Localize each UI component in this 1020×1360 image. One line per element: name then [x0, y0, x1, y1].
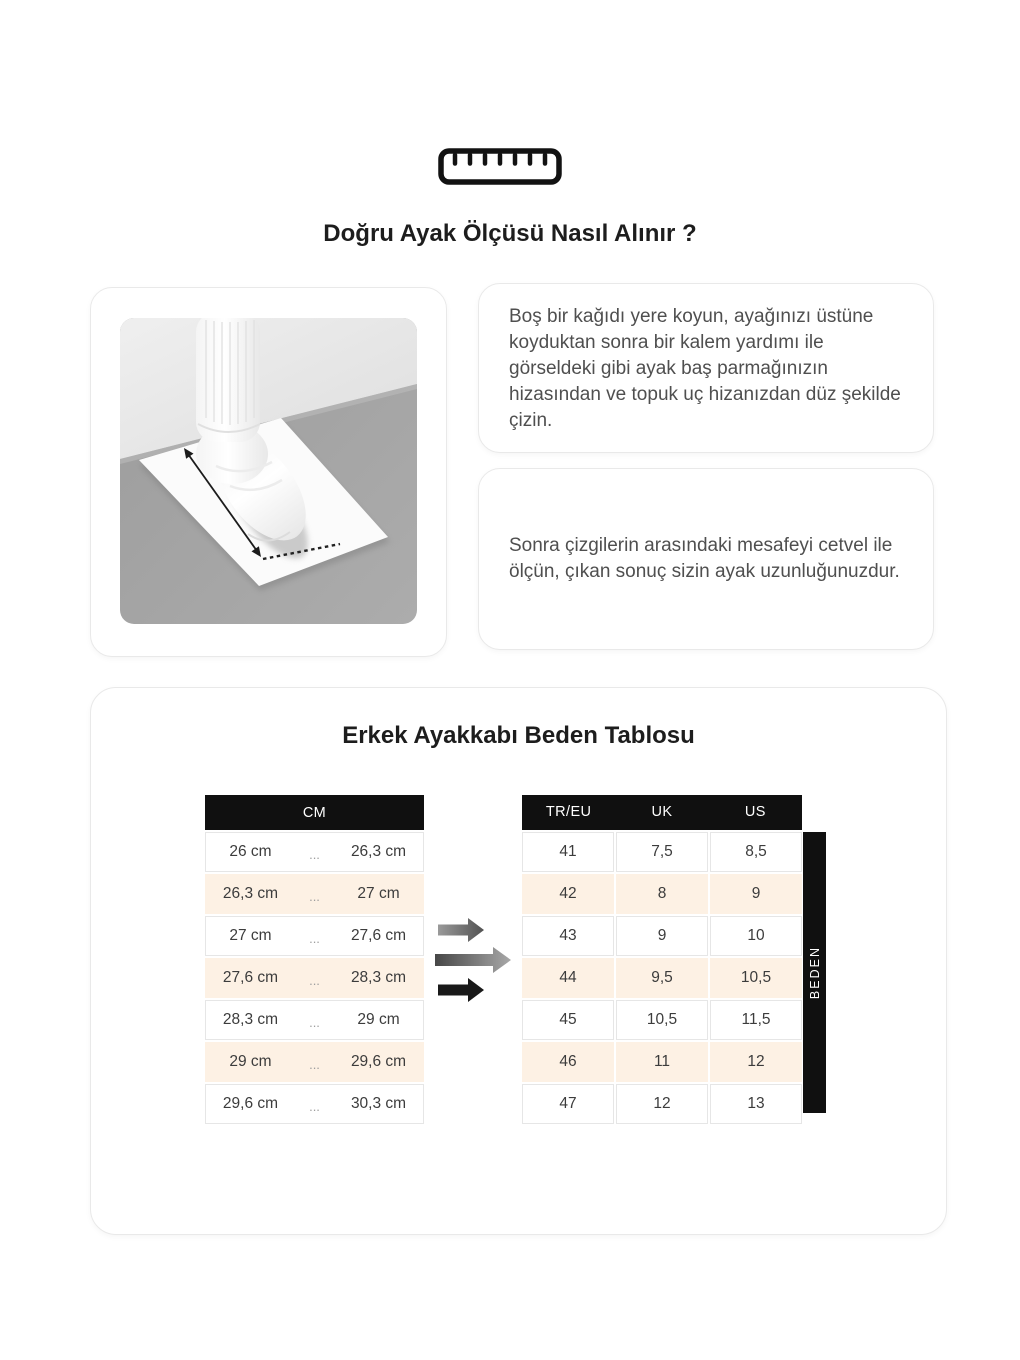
transfer-arrows-icon — [431, 913, 516, 1008]
cm-range-row — [205, 874, 424, 914]
uk-value: 11 — [616, 1042, 708, 1082]
us-value: 10,5 — [710, 958, 802, 998]
us-value: 9 — [710, 874, 802, 914]
cm-to-value: 28,3 cm — [350, 969, 407, 986]
range-dots: ... — [309, 847, 320, 862]
size-row — [522, 832, 802, 872]
cm-to-value: 26,3 cm — [350, 843, 407, 860]
cm-from-value: 26 cm — [229, 843, 272, 860]
cm-to-value: 27,6 cm — [350, 927, 407, 944]
size-row — [522, 1000, 802, 1040]
us-value: 11,5 — [710, 1000, 802, 1040]
us-value: 10 — [710, 916, 802, 956]
tr-eu-value: 43 — [522, 916, 614, 956]
range-dots: ... — [309, 973, 320, 988]
size-chart-title: Erkek Ayakkabı Beden Tablosu — [342, 722, 695, 749]
cm-to-value: 27 cm — [357, 885, 400, 902]
uk-value: 9,5 — [616, 958, 708, 998]
size-row — [522, 1084, 802, 1124]
us-value: 13 — [710, 1084, 802, 1124]
cm-from-value: 29 cm — [229, 1053, 272, 1070]
size-row — [522, 1042, 802, 1082]
size-row — [522, 958, 802, 998]
cm-table-header — [205, 795, 424, 830]
instruction-step-2-text: Sonra çizgilerin arasındaki mesafeyi cetvel ile ölçün, çıkan sonuç sizin ayak uzunluğunuzdur. — [509, 535, 900, 582]
cm-to-value: 30,3 cm — [350, 1095, 407, 1112]
range-dots: ... — [309, 931, 320, 946]
range-dots: ... — [309, 1015, 320, 1030]
page-title: Doğru Ayak Ölçüsü Nasıl Alınır ? — [323, 220, 697, 247]
size-row — [522, 874, 802, 914]
us-value: 12 — [710, 1042, 802, 1082]
range-dots: ... — [309, 889, 320, 904]
range-dots: ... — [309, 1057, 320, 1072]
cm-from-value: 27 cm — [229, 927, 272, 944]
instruction-step-1-text: Boş bir kağıdı yere koyun, ayağınızı üstüne koyduktan sonra bir kalem yardımı ile görseldeki gibi ayak baş parmağınızın hizasından ve topuk uç hizanızdan düz şekilde çizin. — [509, 306, 901, 431]
uk-value: 9 — [616, 916, 708, 956]
cm-header-label: CM — [302, 804, 327, 821]
uk-header-label: UK — [651, 804, 673, 820]
cm-table — [205, 795, 424, 1124]
size-table-header — [522, 795, 802, 830]
size-row — [522, 916, 802, 956]
cm-to-value: 29,6 cm — [350, 1053, 407, 1070]
cm-table-rows — [205, 832, 424, 1124]
instruction-step-1 — [478, 283, 934, 453]
tr-eu-value: 47 — [522, 1084, 614, 1124]
cm-range-row — [205, 832, 424, 872]
cm-to-value: 29 cm — [357, 1011, 400, 1028]
uk-value: 10,5 — [616, 1000, 708, 1040]
beden-label-text: BEDEN — [807, 945, 822, 1000]
uk-value: 12 — [616, 1084, 708, 1124]
uk-value: 8 — [616, 874, 708, 914]
measurement-photo-card — [90, 287, 447, 657]
tr-eu-value: 41 — [522, 832, 614, 872]
cm-range-row — [205, 1042, 424, 1082]
cm-from-value: 28,3 cm — [222, 1011, 279, 1028]
size-table-rows — [522, 832, 802, 1124]
size-chart-card — [90, 687, 947, 1235]
cm-range-row — [205, 958, 424, 998]
beden-side-label — [803, 832, 826, 1113]
cm-from-value: 27,6 cm — [222, 969, 279, 986]
tr-eu-value: 46 — [522, 1042, 614, 1082]
tr-eu-value: 44 — [522, 958, 614, 998]
us-header-label: US — [744, 804, 766, 820]
tr-eu-header-label: TR/EU — [545, 804, 592, 820]
cm-range-row — [205, 1000, 424, 1040]
us-value: 8,5 — [710, 832, 802, 872]
cm-range-row — [205, 1084, 424, 1124]
ruler-icon — [438, 148, 562, 185]
uk-value: 7,5 — [616, 832, 708, 872]
tr-eu-value: 42 — [522, 874, 614, 914]
foot-measurement-image — [120, 318, 417, 624]
cm-range-row — [205, 916, 424, 956]
cm-from-value: 26,3 cm — [222, 885, 279, 902]
instruction-step-2 — [478, 468, 934, 650]
tr-eu-value: 45 — [522, 1000, 614, 1040]
cm-from-value: 29,6 cm — [222, 1095, 279, 1112]
size-table — [522, 795, 802, 1124]
range-dots: ... — [309, 1099, 320, 1114]
